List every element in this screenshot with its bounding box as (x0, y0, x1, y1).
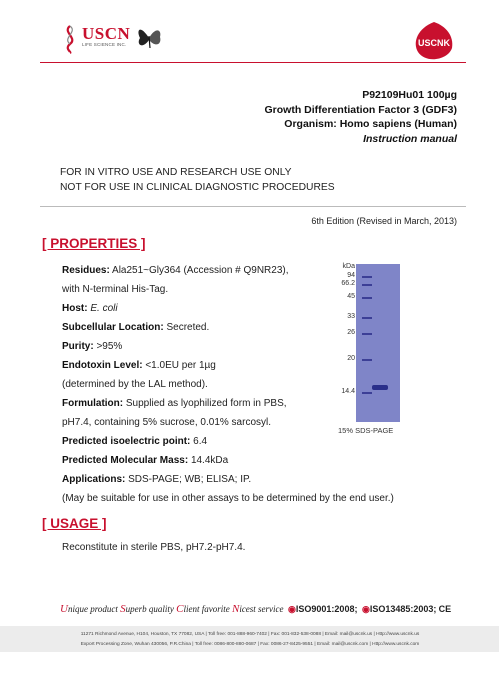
marker-band (362, 276, 372, 278)
formulation-row-2: pH7.4, containing 5% sucrose, 0.01% sarcosyl. (62, 417, 271, 428)
research-use-notice: FOR IN VITRO USE AND RESEARCH USE ONLY (60, 167, 292, 178)
purity-row: Purity: >95% (62, 341, 123, 352)
marker-label: 33 (347, 313, 355, 320)
gel-unit-label: kDa (342, 263, 355, 270)
pi-row: Predicted isoelectric point: 6.4 (62, 436, 208, 447)
slogan: Unique product Superb quality Client favorite Nicest service ◉ISO9001:2008; ◉ISO13485:2003; CE (60, 603, 452, 615)
iso9001-label: ISO9001:2008; (295, 604, 358, 614)
sds-page-gel (356, 264, 400, 422)
protein-band (372, 385, 388, 390)
host-row: Host: E. coli (62, 303, 118, 314)
svg-text:USCNK: USCNK (417, 38, 451, 48)
residues-row: Residues: Ala251~Gly364 (Accession # Q9NR23), (62, 265, 289, 276)
marker-label: 14.4 (341, 388, 355, 395)
iso-icon: ◉ (361, 604, 370, 614)
location-row: Subcellular Location: Secreted. (62, 322, 210, 333)
marker-band (362, 333, 372, 335)
uscnk-logo (412, 20, 456, 64)
marker-label: 20 (347, 355, 355, 362)
marker-label: 26 (347, 329, 355, 336)
suitability-note: (May be suitable for use in other assays to be determined by the end user.) (62, 493, 394, 504)
protein-name: Growth Differentiation Factor 3 (GDF3) (264, 103, 457, 116)
helix-icon (60, 24, 80, 54)
gel-caption: 15% SDS-PAGE (338, 426, 394, 435)
uscn-logo (60, 22, 180, 56)
ce-mark: CE (438, 604, 452, 614)
edition: 6th Edition (Revised in March, 2013) (311, 216, 457, 226)
us-address: 11271 Richmond Avenue, H104, Houston, TX 77082, USA | Toll free: 001-888-960-7402 | Fax: 001-832-538-0088 | Email: mail@uscnk.us | Http://www.uscnk.us (80, 632, 420, 637)
uscn-logo-tagline: LIFE SCIENCE INC. (82, 42, 127, 47)
residues-row-2: with N-terminal His-Tag. (62, 284, 169, 295)
formulation-row: Formulation: Supplied as lyophilized form in PBS, (62, 398, 287, 409)
usage-text: Reconstitute in sterile PBS, pH7.2-pH7.4. (62, 542, 246, 553)
uscn-logo-text: USCN (82, 24, 131, 43)
marker-band (362, 284, 372, 286)
butterfly-icon (134, 22, 164, 54)
marker-band (362, 392, 372, 394)
endotoxin-row: Endotoxin Level: <1.0EU per 1µg (62, 360, 216, 371)
marker-label: 66.2 (341, 280, 355, 287)
title-block (264, 88, 457, 146)
marker-label: 45 (347, 293, 355, 300)
iso13485-label: ISO13485:2003; (369, 604, 437, 614)
marker-band (362, 359, 372, 361)
mw-row: Predicted Molecular Mass: 14.4kDa (62, 455, 229, 466)
footer-contact-box (0, 626, 499, 652)
organism: Organism: Homo sapiens (Human) (284, 118, 457, 130)
marker-band (362, 317, 372, 319)
endotoxin-row-2: (determined by the LAL method). (62, 379, 208, 390)
properties-heading: [ PROPERTIES ] (42, 236, 146, 251)
applications-row: Applications: SDS-PAGE; WB; ELISA; IP. (62, 474, 252, 485)
document-type: Instruction manual (363, 132, 457, 145)
china-address: Export Processing Zone, Wuhan 430056, P.R.China | Toll free: 0086-800-880-0687 | Fax: 0086-27-8425-9551 | Email: mail@uscnk.com | Http://www.uscnk.com (80, 642, 420, 647)
header-divider (40, 62, 466, 63)
marker-label: 94 (347, 272, 355, 279)
clinical-use-notice: NOT FOR USE IN CLINICAL DIAGNOSTIC PROCEDURES (60, 182, 335, 193)
catalog-number: P92109Hu01 100µg (362, 89, 457, 101)
marker-band (362, 297, 372, 299)
section-divider (40, 206, 466, 207)
iso-icon: ◉ (288, 604, 296, 614)
usage-heading: [ USAGE ] (42, 516, 107, 531)
